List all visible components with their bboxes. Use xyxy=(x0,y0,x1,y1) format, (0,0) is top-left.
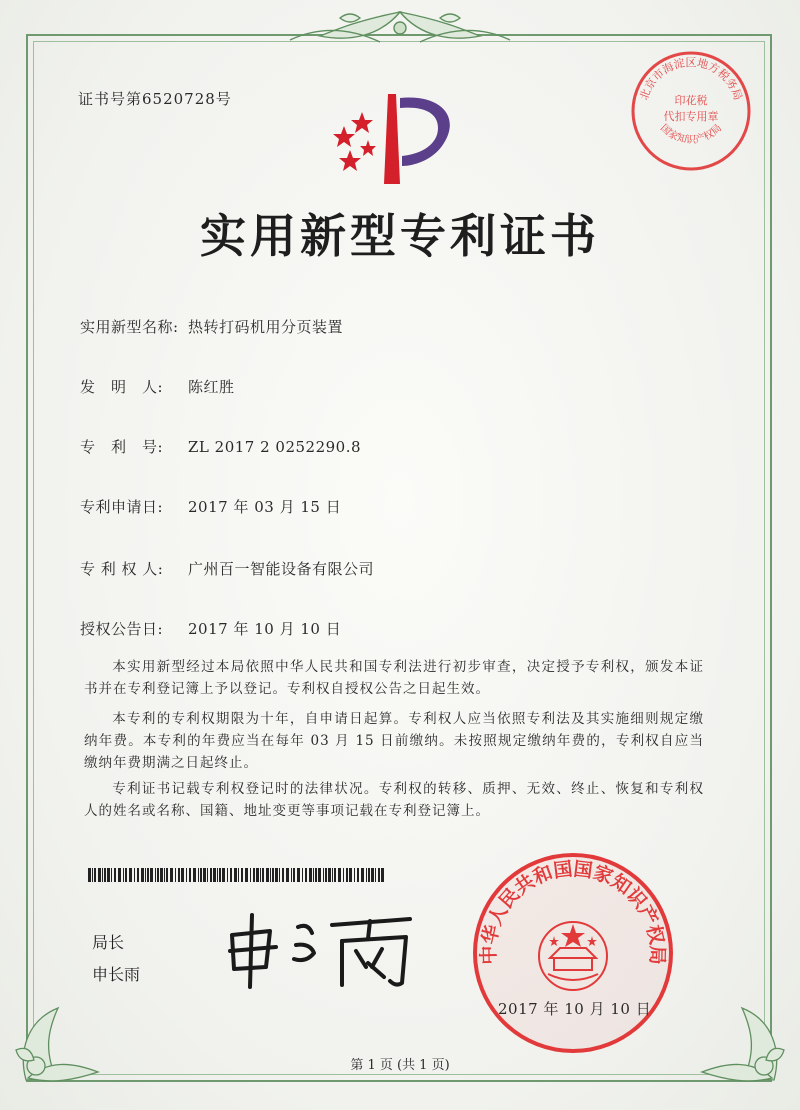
barcode-bar xyxy=(368,868,370,882)
barcode-bar xyxy=(381,868,384,882)
barcode-bar xyxy=(141,868,144,882)
barcode-bar xyxy=(241,868,243,882)
barcode-bar xyxy=(213,868,216,882)
barcode-bar xyxy=(272,868,274,882)
barcode-bar xyxy=(318,868,321,882)
barcode-bar xyxy=(170,868,173,882)
barcode-icon xyxy=(88,868,384,882)
field-grant-announcement-date xyxy=(80,618,341,639)
barcode-bar xyxy=(297,868,300,882)
barcode-bar xyxy=(371,868,374,882)
svg-text:国家知识产权局 xyxy=(658,122,724,146)
barcode-bar xyxy=(262,868,264,882)
barcode-bar xyxy=(366,868,367,882)
barcode-bar xyxy=(150,868,153,882)
barcode-bar xyxy=(164,868,165,882)
paragraph-text: 本实用新型经过本局依照中华人民共和国专利法进行初步审查，决定授予专利权，颁发本证书并在专利登记簿上予以登记。专利权自授权公告之日起生效。 xyxy=(84,659,704,697)
barcode-bar xyxy=(325,868,327,882)
top-ornament-icon xyxy=(280,6,520,50)
seal-text: 中华人民共和国国家知识产权局 xyxy=(477,858,669,965)
barcode-bar xyxy=(315,868,317,882)
paragraph-legal-status xyxy=(84,778,704,822)
barcode-bar xyxy=(282,868,284,882)
paragraph-text: 专利证书记载专利权登记时的法律状况。专利权的转移、质押、无效、终止、恢复和专利权人的姓名或名称、国籍、地址变更等事项记载在专利登记簿上。 xyxy=(84,781,704,819)
barcode-bar xyxy=(175,868,176,882)
director-name: 申长雨 xyxy=(92,965,141,984)
barcode-bar xyxy=(354,868,355,882)
director-title: 局长 xyxy=(92,933,125,952)
barcode-bar xyxy=(145,868,146,882)
field-label: 实用新型名称: xyxy=(80,318,179,336)
barcode-bar xyxy=(230,868,232,882)
barcode-bar xyxy=(186,868,187,882)
field-value: 热转打码机用分页装置 xyxy=(188,318,344,336)
barcode-bar xyxy=(193,868,196,882)
barcode-bar xyxy=(222,868,225,882)
barcode-bar xyxy=(125,868,127,882)
barcode-bar xyxy=(157,868,159,882)
barcode-bar xyxy=(293,868,295,882)
barcode-bar xyxy=(302,868,303,882)
tax-seal-bottom-text: 国家知识产权局 xyxy=(657,122,725,146)
field-application-date xyxy=(80,496,341,517)
barcode-bar xyxy=(338,868,341,882)
field-inventor xyxy=(80,376,235,397)
barcode-bar xyxy=(160,868,163,882)
barcode-bar xyxy=(305,868,307,882)
field-label: 发 明 人: xyxy=(80,378,164,396)
field-patent-number xyxy=(80,436,361,457)
barcode-bar xyxy=(102,868,103,882)
barcode-bar xyxy=(253,868,255,882)
certificate-number: 证书号第6520728号 xyxy=(78,90,232,108)
barcode-bar xyxy=(200,868,202,882)
barcode-bar xyxy=(275,868,278,882)
barcode-bar xyxy=(309,868,312,882)
barcode-bar xyxy=(270,868,271,882)
barcode-bar xyxy=(328,868,331,882)
barcode-bar xyxy=(198,868,199,882)
field-label: 专 利 权 人: xyxy=(80,560,164,578)
barcode-bar xyxy=(234,868,237,882)
barcode-bar xyxy=(286,868,289,882)
barcode-bar xyxy=(250,868,251,882)
barcode-bar xyxy=(332,868,333,882)
barcode-bar xyxy=(349,868,352,882)
barcode-bar xyxy=(375,868,376,882)
tax-seal-line-1: 印花税 xyxy=(674,94,708,107)
barcode-bar xyxy=(98,868,101,882)
barcode-bar xyxy=(256,868,259,882)
barcode-bar xyxy=(343,868,344,882)
barcode-bar xyxy=(181,868,184,882)
seal-date: 2017 年 10 月 10 日 xyxy=(498,1000,652,1018)
barcode-bar xyxy=(134,868,135,882)
barcode-bar xyxy=(334,868,336,882)
barcode-bar xyxy=(94,868,96,882)
field-label: 授权公告日: xyxy=(80,620,164,638)
barcode-bar xyxy=(104,868,106,882)
barcode-bar xyxy=(189,868,191,882)
barcode-bar xyxy=(207,868,208,882)
field-patentee xyxy=(80,558,374,579)
field-value: 2017 年 03 月 15 日 xyxy=(188,498,342,516)
barcode-bar xyxy=(137,868,139,882)
barcode-bar xyxy=(238,868,239,882)
barcode-bar xyxy=(129,868,132,882)
barcode-bar xyxy=(361,868,364,882)
tax-seal-outer-text: 北京市海淀区地方税务局 xyxy=(637,55,745,102)
barcode-bar xyxy=(291,868,292,882)
barcode-bar xyxy=(88,868,91,882)
director-signature xyxy=(220,905,420,990)
paragraph-text: 本专利的专利权期限为十年，自申请日起算。专利权人应当依照专利法及其实施细则规定缴纳年费。本专利的年费应当在每年 03 月 15 日前缴纳。未按照规定缴纳年费的，专利权自应当缴纳年费期满之日起终止。 xyxy=(84,711,704,771)
page-title: 实用新型专利证书 xyxy=(200,209,600,263)
field-label: 专利申请日: xyxy=(80,498,164,516)
field-utility-model-name xyxy=(80,316,343,337)
barcode-bar xyxy=(217,868,218,882)
barcode-bar xyxy=(123,868,124,882)
barcode-bar xyxy=(313,868,314,882)
barcode-bar xyxy=(118,868,121,882)
barcode-bar xyxy=(92,868,93,882)
tax-seal-line-2: 代扣专用章 xyxy=(663,110,719,123)
barcode-bar xyxy=(323,868,324,882)
barcode-bar xyxy=(166,868,168,882)
barcode-bar xyxy=(178,868,180,882)
patent-office-logo-icon xyxy=(322,88,482,188)
barcode-bar xyxy=(260,868,261,882)
paragraph-term xyxy=(84,708,704,774)
barcode-bar xyxy=(114,868,116,882)
barcode-bar xyxy=(155,868,156,882)
paragraph-examination xyxy=(84,656,704,700)
barcode-bar xyxy=(219,868,221,882)
barcode-bar xyxy=(279,868,280,882)
barcode-bar xyxy=(147,868,149,882)
official-seal xyxy=(468,848,678,1058)
barcode-bar xyxy=(111,868,112,882)
barcode-bar xyxy=(210,868,212,882)
field-value: 2017 年 10 月 10 日 xyxy=(188,620,342,638)
barcode-bar xyxy=(378,868,380,882)
barcode-bar xyxy=(346,868,348,882)
field-value: 广州百一智能设备有限公司 xyxy=(188,560,375,578)
field-value: 陈红胜 xyxy=(188,378,235,396)
barcode-bar xyxy=(357,868,359,882)
barcode-bar xyxy=(107,868,110,882)
barcode-bar xyxy=(227,868,228,882)
field-value: ZL 2017 2 0252290.8 xyxy=(188,438,362,456)
field-label: 专 利 号: xyxy=(80,438,164,456)
barcode-bar xyxy=(245,868,248,882)
tax-stamp-seal xyxy=(628,48,754,174)
barcode-bar xyxy=(203,868,206,882)
barcode-bar xyxy=(266,868,269,882)
page-number: 第 1 页 (共 1 页) xyxy=(350,1058,450,1073)
